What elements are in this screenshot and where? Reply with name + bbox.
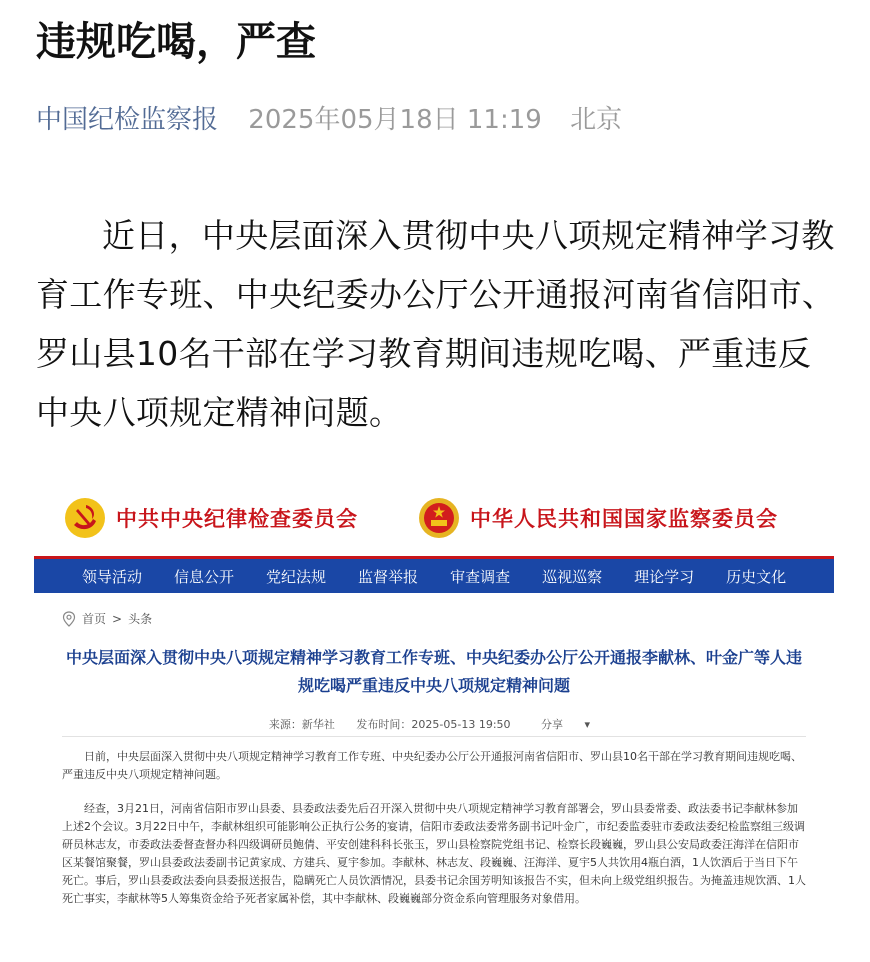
publish-date: 2025年05月18日 11:19 (248, 105, 542, 135)
nav-item-history[interactable]: 历史文化 (726, 567, 787, 586)
org1-name: 中共中央纪律检查委员会 (116, 506, 358, 531)
nav-item-report[interactable]: 监督举报 (358, 567, 419, 586)
breadcrumb-current[interactable]: 头条 (128, 612, 153, 626)
caret-down-icon: ▾ (584, 718, 591, 731)
nav-item-theory[interactable]: 理论学习 (634, 567, 695, 586)
org-nsc (418, 496, 778, 540)
article-headline: 中央层面深入贯彻中央八项规定精神学习教育工作专班、中央纪委办公厅公开通报李献林、叶金广等人违规吃喝严重违反中央八项规定精神问题 (65, 648, 802, 695)
article-paragraph: 经查，3月21日，河南省信阳市罗山县委、县委政法委先后召开深入贯彻中央八项规定精神学习教育部署会，罗山县委常委、政法委书记李献林参加上述2个会议。3月22日中午，李献林组织可能影响公正执行公务的宴请，信阳市委政法委常务副书记叶金广，市纪委监委驻市委政法委纪检监察组三级调研员林志友，市委政法委督查督办科四级调研员鲍倩、平安创建科科长张玉，罗山县检察院党组书记、检察长段巍巍，罗山县公安局政委汪海洋在信阳市区某餐馆聚餐，罗山县委政法委副书记黄家成、方建兵、夏宇参加。李献林、林志友、段巍巍、汪海洋、夏宇5人共饮用4瓶白酒，1人饮酒后于当日下午死亡。事后，罗山县委政法委向县委报送报告，隐瞒死亡人员饮酒情况，县委书记余国芳明知该报告不实，但未向上级党组织报告。为掩盖违规饮酒、1人死亡事实，李献林等5人筹集资金给予死者家属补偿，其中李献林、段巍巍部分资金系向管理服务对象借用。 (62, 802, 806, 905)
article-time: 发布时间：2025-05-13 19:50 (356, 718, 511, 731)
nav-item-inspection[interactable]: 巡视巡察 (542, 567, 603, 586)
source-link[interactable]: 中国纪检监察报 (36, 105, 219, 135)
share-label: 分享 (541, 718, 564, 731)
nav-item-info[interactable]: 信息公开 (174, 567, 235, 586)
site-banner (34, 476, 834, 556)
article-source: 来源：新华社 (268, 718, 335, 731)
breadcrumb (62, 610, 152, 627)
party-emblem-icon (64, 497, 106, 539)
national-emblem-icon (418, 497, 460, 539)
breadcrumb-home[interactable]: 首页 (82, 612, 107, 626)
location-pin-icon (62, 611, 76, 627)
article-meta (36, 100, 622, 140)
article-paragraph: 日前，中央层面深入贯彻中央八项规定精神学习教育工作专班、中央纪委办公厅公开通报河南省信阳市、罗山县10名干部在学习教育期间违规吃喝、严重违反中央八项规定精神问题。 (62, 750, 802, 781)
nav-item-regulations[interactable]: 党纪法规 (266, 567, 327, 586)
publish-location: 北京 (570, 105, 623, 135)
org-ccdi (64, 496, 358, 540)
org2-name: 中华人民共和国国家监察委员会 (470, 506, 778, 531)
divider (62, 736, 806, 737)
page-title: 违规吃喝，严查 (36, 19, 316, 65)
share-button[interactable] (532, 718, 599, 731)
lead-paragraph: 近日，中央层面深入贯彻中央八项规定精神学习教育工作专班、中央纪委办公厅公开通报河南省信阳市、罗山县10名干部在学习教育期间违规吃喝、严重违反中央八项规定精神问题。 (36, 216, 836, 432)
nav-item-investigation[interactable]: 审查调查 (450, 567, 511, 586)
breadcrumb-separator: > (112, 611, 123, 626)
nav-item-leadership[interactable]: 领导活动 (82, 567, 143, 586)
embedded-screenshot (34, 476, 834, 954)
site-nav (34, 556, 834, 593)
article-info (34, 716, 834, 732)
